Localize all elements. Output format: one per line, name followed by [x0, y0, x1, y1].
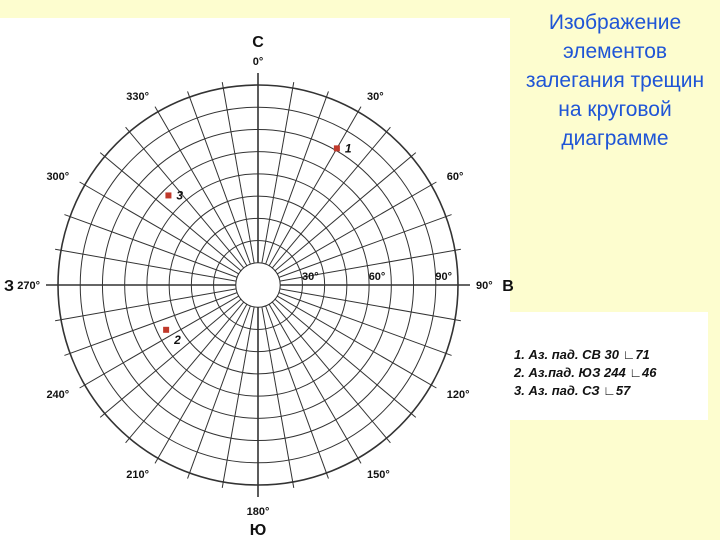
slide-title: Изображение элементов залегания трещин на круговой диаграмме [525, 11, 705, 150]
polar-diagram [0, 18, 514, 540]
legend-list [514, 346, 657, 400]
azimuth-tick-label: 300° [46, 171, 70, 183]
azimuth-tick-label: 0° [252, 56, 264, 68]
fracture-point-label: 3 [176, 188, 184, 203]
azimuth-tick-label: 90° [476, 280, 493, 292]
legend-item-3: 3. Аз. пад. СЗ ∟57 [514, 383, 631, 398]
fracture-point-3 [165, 192, 171, 198]
fracture-point-1 [334, 145, 340, 151]
azimuth-tick-label: 60° [446, 171, 464, 183]
fracture-point-label: 2 [174, 332, 181, 347]
grid-circle [236, 263, 280, 307]
azimuth-tick-label: 270° [17, 280, 40, 292]
fracture-point-2 [163, 327, 169, 333]
azimuth-tick-label: 30° [367, 91, 384, 104]
legend-item-2: 2. Аз.пад. ЮЗ 244 ∟46 [514, 365, 657, 380]
fracture-point-label: 1 [344, 141, 352, 156]
direction-label-west: З [4, 278, 15, 295]
dip-scale-label: 30° [302, 271, 319, 283]
direction-label-east: В [502, 278, 514, 295]
azimuth-tick-label: 120° [446, 389, 470, 401]
dip-scale-label: 60° [368, 271, 386, 283]
radial-line [222, 82, 254, 263]
direction-label-north: С [252, 34, 264, 51]
radial-line [262, 82, 294, 263]
dip-scale-label: 90° [435, 271, 452, 283]
azimuth-tick-label: 240° [46, 389, 70, 401]
azimuth-tick-label: 330° [126, 91, 149, 104]
radial-line [280, 289, 461, 321]
radial-line [55, 249, 236, 281]
radial-line [55, 289, 236, 321]
legend-box [510, 312, 708, 420]
azimuth-tick-label: 210° [126, 468, 149, 481]
azimuth-tick-label: 180° [246, 506, 270, 518]
direction-label-south: Ю [249, 522, 267, 539]
radial-line [222, 307, 254, 488]
legend-item-1: 1. Аз. пад. СВ 30 ∟71 [514, 347, 650, 362]
radial-line [262, 307, 294, 488]
diagram-panel [0, 18, 514, 540]
azimuth-tick-label: 150° [367, 468, 390, 481]
